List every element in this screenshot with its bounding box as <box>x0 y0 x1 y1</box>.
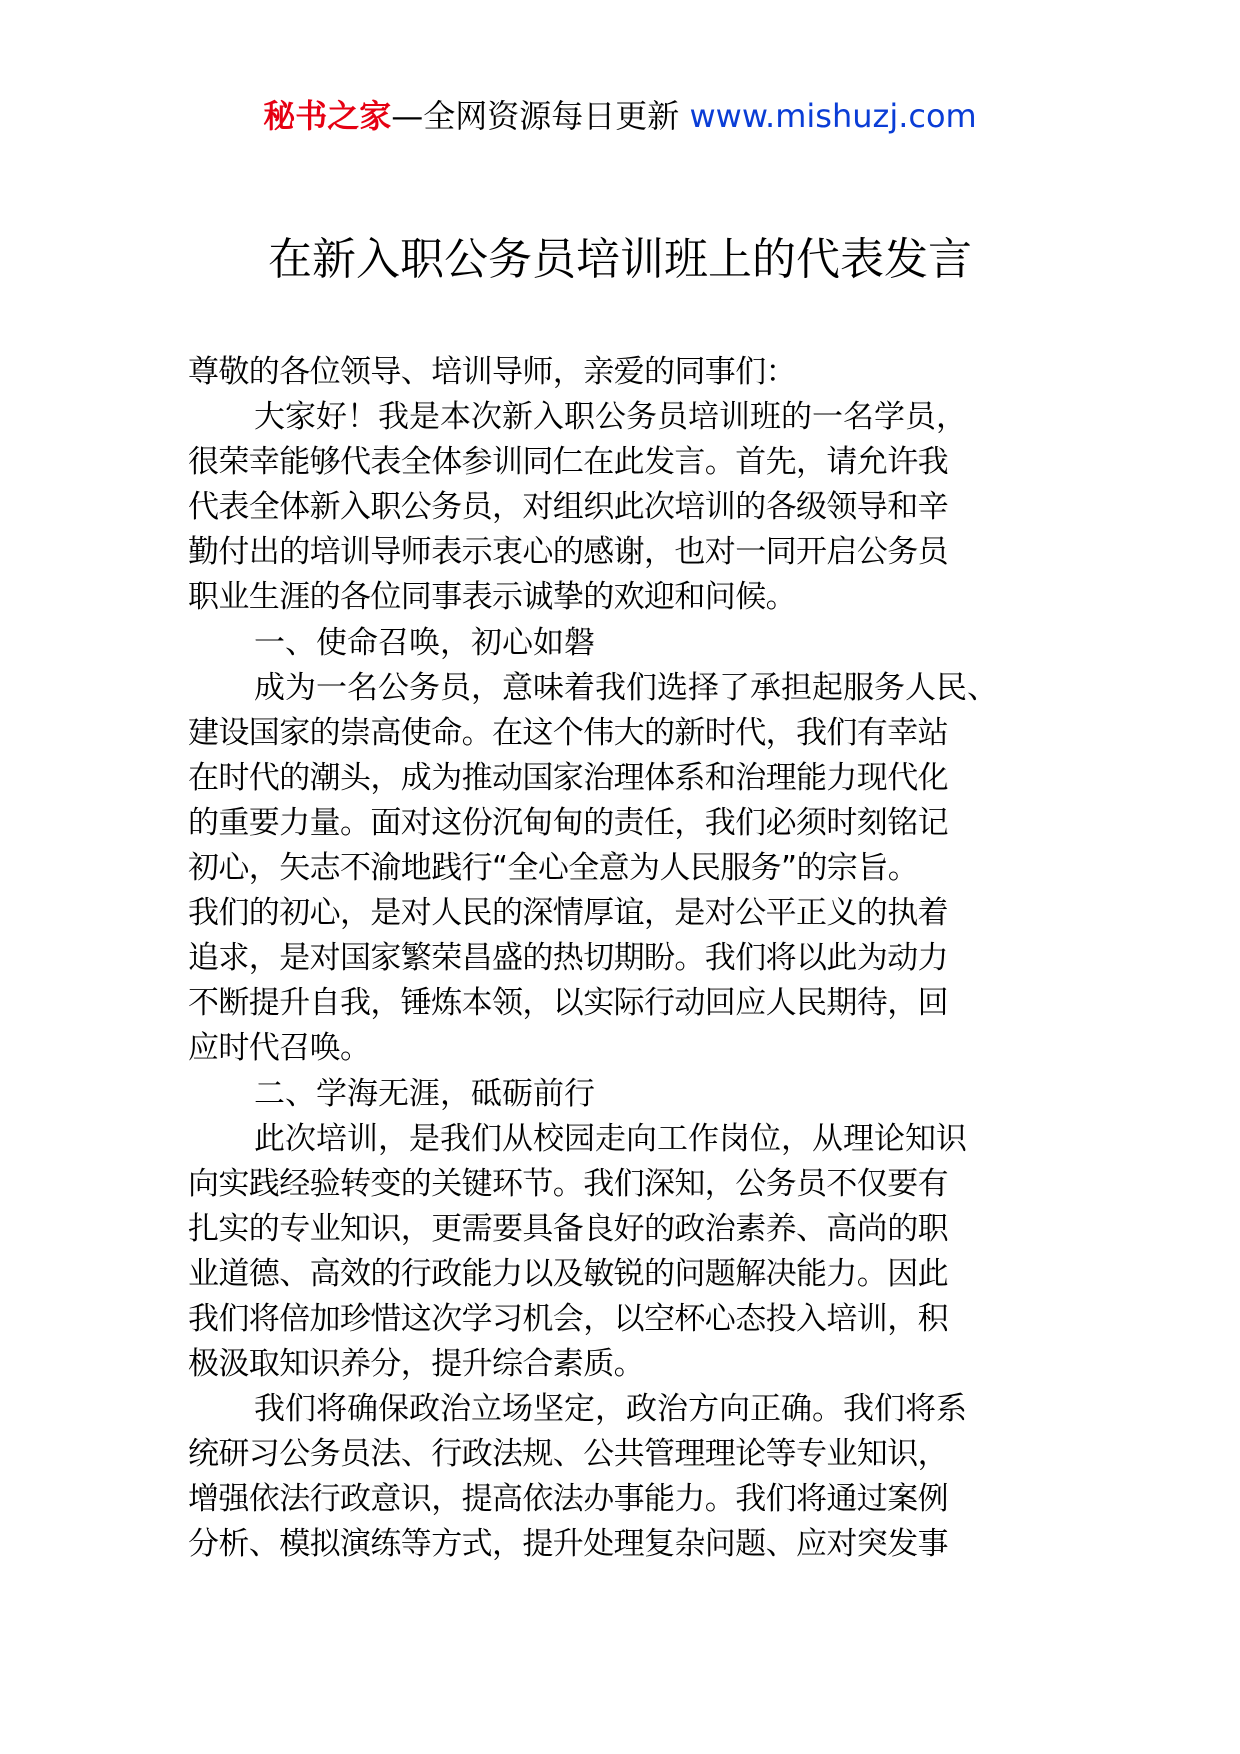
body-line: 在时代的潮头，成为推动国家治理体系和治理能力现代化 <box>188 759 948 796</box>
body-line: 此次培训，是我们从校园走向工作岗位，从理论知识 <box>254 1120 967 1157</box>
body-line: 大家好！我是本次新入职公务员培训班的一名学员， <box>254 399 967 436</box>
body-line: 我们将确保政治立场坚定，政治方向正确。我们将系 <box>254 1391 967 1428</box>
body-line: 代表全体新入职公务员，对组织此次培训的各级领导和辛 <box>188 489 948 526</box>
body-line: 扎实的专业知识，更需要具备良好的政治素养、高尚的职 <box>188 1210 948 1247</box>
body-line: 我们的初心，是对人民的深情厚谊，是对公平正义的执着 <box>188 895 948 932</box>
body-line: 极汲取知识养分，提升综合素质。 <box>188 1346 644 1383</box>
body-line: 向实践经验转变的关键环节。我们深知，公务员不仅要有 <box>188 1165 948 1202</box>
body-line: 应时代召唤。 <box>188 1030 371 1067</box>
site-url-link[interactable]: www.mishuzj.com <box>689 97 977 135</box>
body-line: 尊敬的各位领导、培训导师，亲爱的同事们： <box>188 354 796 390</box>
document-title: 在新入职公务员培训班上的代表发言 <box>268 234 972 285</box>
body-line: 我们将倍加珍惜这次学习机会，以空杯心态投入培训，积 <box>188 1300 948 1337</box>
document-body <box>188 350 1064 1568</box>
body-line: 很荣幸能够代表全体参训同仁在此发言。首先，请允许我 <box>188 444 948 481</box>
body-line: 统研习公务员法、行政法规、公共管理理论等专业知识， <box>188 1436 948 1473</box>
header-tagline: —全网资源每日更新 <box>391 97 690 135</box>
body-line: 业道德、高效的行政能力以及敏锐的问题解决能力。因此 <box>188 1255 948 1292</box>
body-line: 不断提升自我，锤炼本领，以实际行动回应人民期待，回 <box>188 985 948 1022</box>
body-line: 的重要力量。面对这份沉甸甸的责任，我们必须时刻铭记 <box>188 804 948 841</box>
body-line: 一、使命召唤，初心如磐 <box>254 624 595 661</box>
body-line: 二、学海无涯，砥砺前行 <box>254 1075 595 1112</box>
body-line: 成为一名公务员，意味着我们选择了承担起服务人民、 <box>254 669 998 706</box>
body-line: 建设国家的崇高使命。在这个伟大的新时代，我们有幸站 <box>188 714 948 751</box>
site-header <box>0 96 1240 136</box>
body-line: 追求，是对国家繁荣昌盛的热切期盼。我们将以此为动力 <box>188 940 948 977</box>
body-line: 分析、模拟演练等方式，提升处理复杂问题、应对突发事 <box>188 1526 948 1563</box>
body-line: 增强依法行政意识，提高依法办事能力。我们将通过案例 <box>188 1481 948 1518</box>
body-line: 初心，矢志不渝地践行“全心全意为人民服务”的宗旨。 <box>188 850 919 887</box>
body-line: 勤付出的培训导师表示衷心的感谢，也对一同开启公务员 <box>188 534 948 571</box>
body-line: 职业生涯的各位同事表示诚挚的欢迎和问候。 <box>188 579 796 616</box>
brand-name: 秘书之家 <box>263 97 392 135</box>
